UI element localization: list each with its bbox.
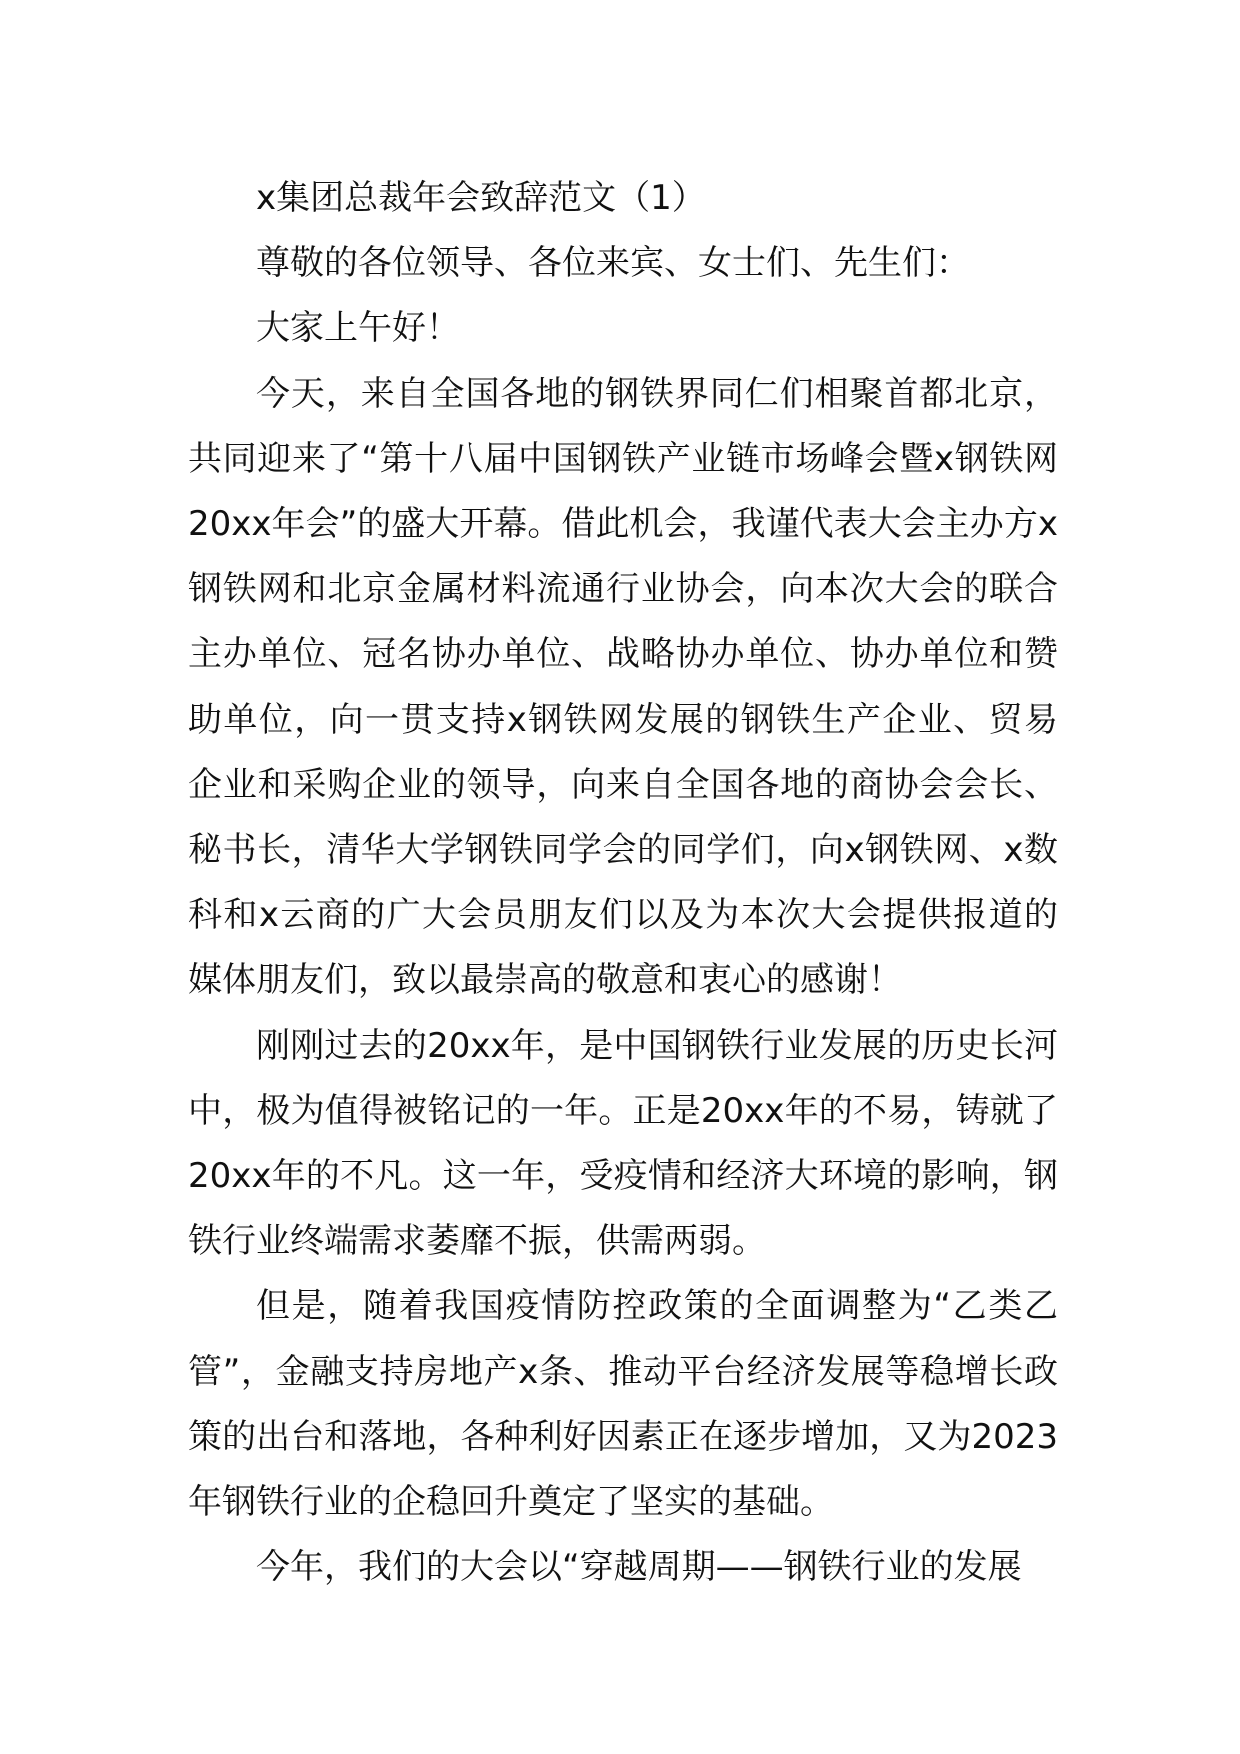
document-body [188, 166, 1058, 1600]
greeting: 大家上午好！ [256, 308, 460, 349]
body-paragraph: 刚刚过去的20xx年，是中国钢铁行业发展的历史长河中，极为值得被铭记的一年。正是20xx年的不易，铸就了20xx年的不凡。这一年，受疫情和经济大环境的影响，钢铁行业终端需求萎靡不振，供需两弱。 [188, 1025, 1058, 1262]
salutation: 尊敬的各位领导、各位来宾、女士们、先生们： [256, 243, 970, 284]
document-title: x集团总裁年会致辞范文（1） [256, 178, 706, 218]
body-paragraph: 今年，我们的大会以“穿越周期——钢铁行业的发展 [256, 1547, 1022, 1588]
body-paragraph: 今天，来自全国各地的钢铁界同仁们相聚首都北京，共同迎来了“第十八届中国钢铁产业链市场峰会暨x钢铁网20xx年会”的盛大开幕。借此机会，我谨代表大会主办方x钢铁网和北京金属材料流通行业协会，向本次大会的联合主办单位、冠名协办单位、战略协办单位、协办单位和赞助单位，向一贯支持x钢铁网发展的钢铁生产企业、贸易企业和采购企业的领导，向来自全国各地的商协会会长、秘书长，清华大学钢铁同学会的同学们，向x钢铁网、x数科和x云商的广大会员朋友们以及为本次大会提供报道的媒体朋友们，致以最崇高的敬意和衷心的感谢！ [188, 373, 1058, 1001]
body-paragraph: 但是，随着我国疫情防控政策的全面调整为“乙类乙管”，金融支持房地产x条、推动平台经济发展等稳增长政策的出台和落地，各种利好因素正在逐步增加，又为2023年钢铁行业的企稳回升奠定了坚实的基础。 [188, 1286, 1058, 1523]
